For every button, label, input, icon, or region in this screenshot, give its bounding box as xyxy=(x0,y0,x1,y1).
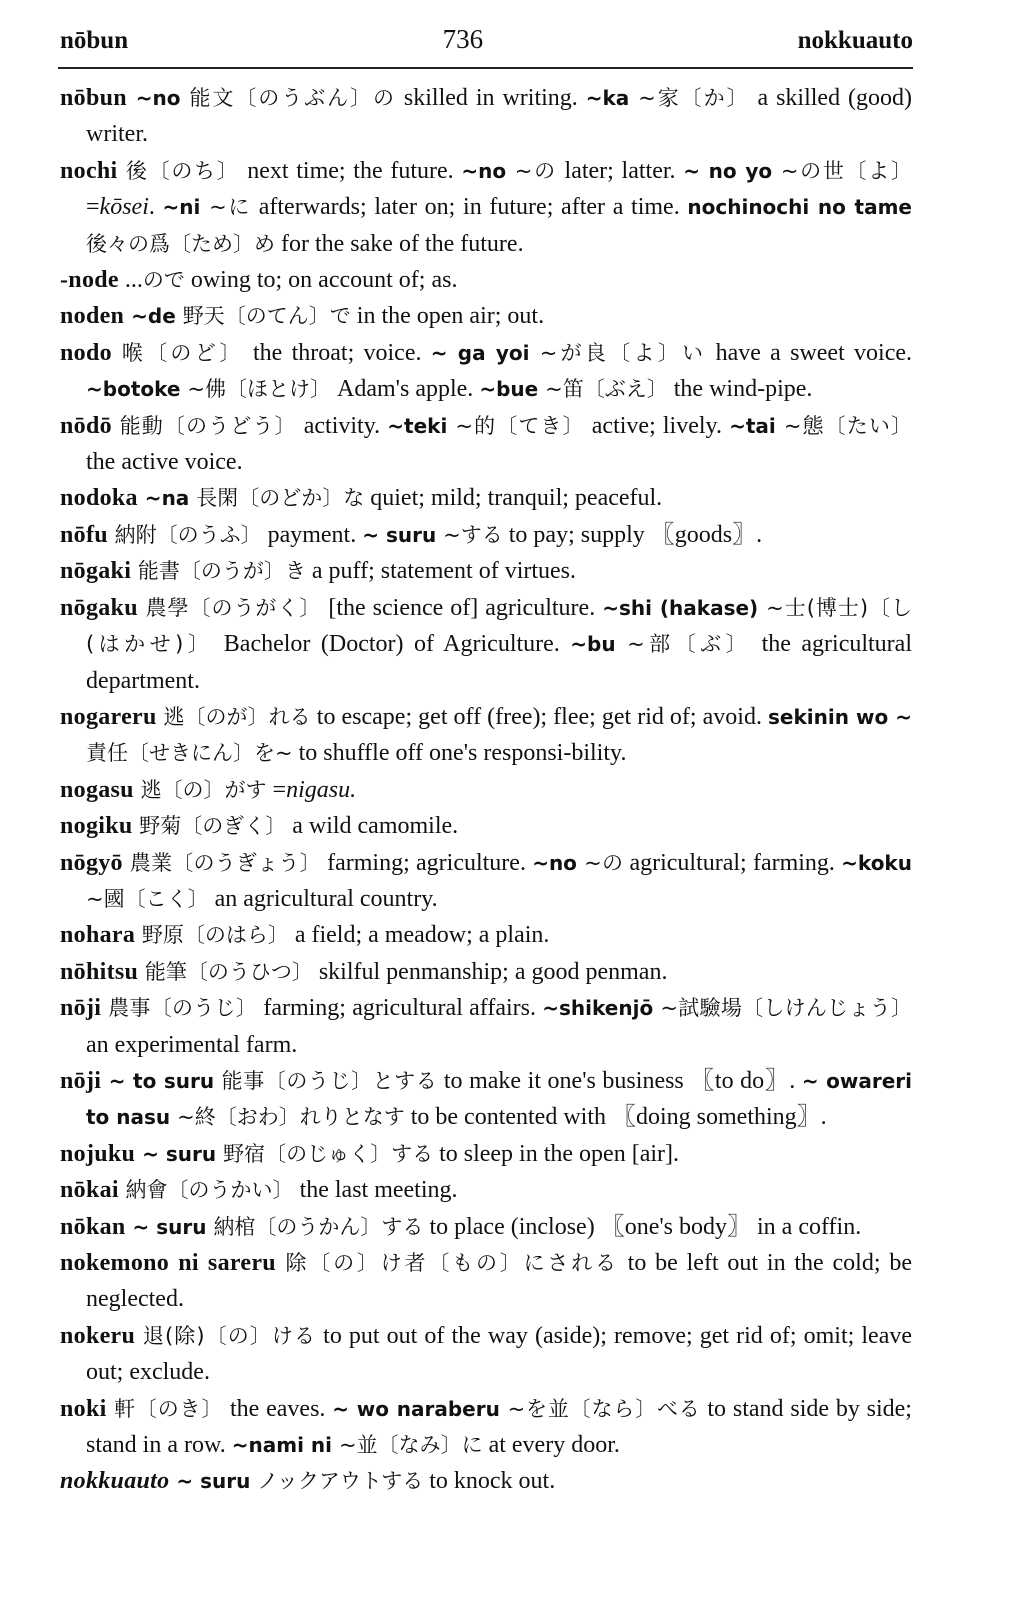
dictionary-entry xyxy=(60,808,912,844)
japanese-text: ~試驗場〔しけんじょう〕 xyxy=(660,996,912,1021)
dictionary-entry xyxy=(60,1245,912,1318)
definition-text: to pay; supply 〖goods〗. xyxy=(502,521,763,548)
dictionary-entries xyxy=(60,80,912,1500)
japanese-text: ~家〔か〕 xyxy=(638,86,750,110)
definition-text: farming; agricultural affairs. xyxy=(257,995,543,1022)
dictionary-entry xyxy=(60,699,912,772)
derivative-form: ~ to suru xyxy=(101,1068,222,1093)
dictionary-entry xyxy=(60,845,912,918)
definition-text: a wild camomile. xyxy=(286,813,459,840)
definition-text: active; lively. xyxy=(584,412,730,439)
dictionary-entry xyxy=(60,1063,912,1136)
japanese-text: 逃〔のが〕れる xyxy=(156,704,311,729)
derivative-form: ~ni xyxy=(162,195,210,220)
headword: nōji xyxy=(60,995,102,1022)
japanese-text: ~する xyxy=(443,522,503,547)
dictionary-entry xyxy=(60,553,912,589)
definition-text: to make it one's business 〖to do〗. xyxy=(437,1067,802,1094)
definition-text: to escape; get off (free); flee; get rid of; avoid. xyxy=(310,703,769,730)
derivative-form: ~teki xyxy=(387,413,456,438)
definition-text: to stand side by side; stand in a row. xyxy=(86,1395,912,1459)
derivative-form: ~no xyxy=(126,86,190,110)
japanese-text: ~佛〔ほとけ〕 xyxy=(187,377,332,402)
dictionary-entry xyxy=(60,772,912,808)
headword: nokemono ni sareru xyxy=(60,1250,276,1276)
derivative-form: ~ suru xyxy=(362,522,444,547)
headword: nokkuauto xyxy=(60,1468,170,1495)
japanese-text: ~を並〔なら〕べる xyxy=(507,1396,701,1421)
japanese-text: ~並〔なみ〕に xyxy=(338,1433,483,1458)
headword: nogasu xyxy=(60,776,134,803)
headword: nōdō xyxy=(60,412,112,439)
dictionary-entry xyxy=(60,298,912,334)
definition-text: skilful penmanship; a good penman. xyxy=(312,958,668,985)
cross-reference: nigasu. xyxy=(286,776,357,803)
japanese-text: 野天〔のてん〕で xyxy=(182,304,351,329)
definition-text: quiet; mild; tranquil; peaceful. xyxy=(364,485,663,512)
headword: nodo xyxy=(60,339,112,366)
derivative-form: ~ka xyxy=(585,86,639,110)
definition-text: to sleep in the open [air]. xyxy=(433,1140,679,1167)
derivative-form: ~shikenjō xyxy=(542,996,661,1021)
definition-text: payment. xyxy=(261,521,363,548)
dictionary-entry xyxy=(60,1318,912,1391)
header-right-guide-word: nokkuauto xyxy=(797,27,913,54)
japanese-text: 農業〔のうぎょう〕 xyxy=(122,850,321,875)
japanese-text: ノックアウトする xyxy=(257,1469,424,1494)
definition-text: [the science of] agriculture. xyxy=(321,594,603,621)
derivative-form: sekinin wo ~ xyxy=(768,704,912,729)
japanese-text: 退(除)〔の〕ける xyxy=(135,1323,317,1348)
headword: nōhitsu xyxy=(60,958,139,985)
japanese-text: ~が良〔よ〕い xyxy=(539,340,707,365)
japanese-text: ~の xyxy=(514,158,557,183)
cross-reference: kōsei xyxy=(99,194,149,221)
definition-text: have a sweet voice. xyxy=(706,339,912,366)
headword: nogiku xyxy=(60,813,133,840)
headword: nōgaki xyxy=(60,558,132,585)
definition-text: to knock out. xyxy=(423,1468,556,1495)
definition-text: to shuffle off one's responsi-bility. xyxy=(292,740,627,767)
definition-text: the active voice. xyxy=(86,449,243,476)
dictionary-entry xyxy=(60,990,912,1063)
definition-text: skilled in writing. xyxy=(395,85,586,111)
japanese-text: 喉〔のど〕 xyxy=(111,340,244,365)
definition-text: to put out of the way (aside); remove; get rid of; omit; leave out; exclude. xyxy=(86,1322,912,1386)
derivative-form: ~bu xyxy=(570,632,628,657)
derivative-form: ~shi (hakase) xyxy=(602,595,767,620)
definition-text: to be contented with 〖doing something〗. xyxy=(404,1104,827,1131)
dictionary-entry xyxy=(60,1463,912,1499)
japanese-text: 納會〔のうかい〕 xyxy=(118,1178,294,1203)
japanese-text: 軒〔のき〕 xyxy=(106,1396,224,1421)
definition-text: farming; agriculture. xyxy=(320,849,533,876)
definition-text: the throat; voice. xyxy=(243,339,431,366)
derivative-form: ~ ga yoi xyxy=(430,340,540,365)
japanese-text: 能事〔のうじ〕とする xyxy=(221,1068,438,1093)
headword: nōji xyxy=(60,1067,102,1094)
definition-text: Bachelor (Doctor) of Agriculture. xyxy=(213,631,571,658)
headword: nōfu xyxy=(60,521,108,548)
headword: nogareru xyxy=(60,703,157,730)
japanese-text: ~國〔こく〕 xyxy=(86,886,209,911)
dictionary-entry xyxy=(60,1209,912,1245)
japanese-text: ~の世〔よ〕 xyxy=(780,158,912,183)
headword: nōkan xyxy=(60,1213,126,1240)
japanese-text: 能文〔のうぶん〕の xyxy=(189,86,396,110)
headword: nohara xyxy=(60,922,136,949)
definition-text: activity. xyxy=(296,412,388,439)
dictionary-entry xyxy=(60,262,912,298)
derivative-form: ~ wo naraberu xyxy=(332,1396,508,1421)
derivative-form: ~bue xyxy=(479,377,546,402)
japanese-text: 逃〔の〕がす xyxy=(133,777,267,802)
japanese-text: ~終〔おわ〕れりとなす xyxy=(177,1105,405,1130)
definition-text: the last meeting. xyxy=(293,1177,458,1204)
dictionary-entry xyxy=(60,917,912,953)
definition-text: next time; the future. xyxy=(239,157,462,184)
definition-text: afterwards; later on; in future; after a time. xyxy=(251,194,688,221)
headword: nōbun xyxy=(60,85,127,111)
japanese-text: ~笛〔ぶえ〕 xyxy=(545,377,668,402)
japanese-text: 後〔のち〕 xyxy=(117,158,240,183)
japanese-text: ~的〔てき〕 xyxy=(455,413,585,438)
definition-text: . xyxy=(148,194,163,221)
dictionary-entry xyxy=(60,954,912,990)
japanese-text: ~に xyxy=(209,195,252,220)
japanese-text: 後々の爲〔ため〕め xyxy=(86,231,275,256)
japanese-text: 農學〔のうがく〕 xyxy=(137,595,322,620)
definition-text: the wind-pipe. xyxy=(667,376,813,403)
dictionary-entry xyxy=(60,1172,912,1208)
derivative-form: ~ no yo xyxy=(683,158,781,183)
japanese-text: 納附〔のうふ〕 xyxy=(107,522,262,547)
headword: -node xyxy=(60,267,119,294)
dictionary-entry xyxy=(60,408,912,481)
headword: nodoka xyxy=(60,485,138,512)
definition-text: = xyxy=(86,194,100,221)
derivative-form: ~ owareri to nasu xyxy=(86,1068,912,1130)
definition-text: the eaves. xyxy=(223,1395,333,1422)
headword: nōgaku xyxy=(60,594,138,621)
japanese-text: ~の xyxy=(584,850,624,875)
page-header xyxy=(60,24,913,64)
headword: nochi xyxy=(60,157,118,184)
derivative-form: ~ suru xyxy=(169,1469,258,1494)
dictionary-entry xyxy=(60,1136,912,1172)
headword: nōkai xyxy=(60,1177,119,1204)
definition-text: the agricultural department. xyxy=(86,631,912,694)
derivative-form: ~ suru xyxy=(125,1214,214,1239)
derivative-form: ~no xyxy=(461,158,515,183)
headword: nōgyō xyxy=(60,849,123,876)
derivative-form: ~no xyxy=(532,850,585,875)
definition-text: an agricultural country. xyxy=(208,885,438,912)
derivative-form: ~tai xyxy=(729,413,784,438)
japanese-text: ~態〔たい〕 xyxy=(783,413,912,438)
definition-text: an experimental farm. xyxy=(86,1031,298,1058)
header-rule xyxy=(58,67,913,69)
derivative-form: ~de xyxy=(124,304,183,329)
japanese-text: ので xyxy=(142,268,185,293)
japanese-text: 農事〔のうじ〕 xyxy=(101,996,258,1021)
dictionary-entry xyxy=(60,480,912,516)
japanese-text: 納棺〔のうかん〕する xyxy=(213,1214,424,1239)
definition-text: for the sake of the future. xyxy=(275,230,524,257)
definition-text: later; latter. xyxy=(556,157,684,184)
definition-text: agricultural; farming. xyxy=(623,849,842,876)
dictionary-entry xyxy=(60,80,912,153)
derivative-form: nochinochi no tame xyxy=(687,195,912,220)
headword: nojuku xyxy=(60,1140,136,1167)
definition-text: Adam's apple. xyxy=(331,376,480,403)
japanese-text: 野宿〔のじゅく〕する xyxy=(223,1141,434,1166)
definition-text: at every door. xyxy=(482,1432,620,1459)
japanese-text: 野菊〔のぎく〕 xyxy=(132,814,287,839)
japanese-text: 除〔の〕け者〔もの〕にされる xyxy=(275,1251,619,1275)
derivative-form: ~nami ni xyxy=(231,1433,339,1458)
derivative-form: ~na xyxy=(137,486,197,511)
dictionary-entry xyxy=(60,517,912,553)
page-number: 736 xyxy=(442,24,484,54)
definition-text: a puff; statement of virtues. xyxy=(305,558,577,585)
headword: noki xyxy=(60,1395,107,1422)
dictionary-entry xyxy=(60,590,912,699)
japanese-text: 能動〔のうどう〕 xyxy=(111,413,297,438)
definition-text: owing to; on account of; as. xyxy=(184,267,458,294)
headword: nokeru xyxy=(60,1322,136,1349)
japanese-text: 能筆〔のうひつ〕 xyxy=(138,959,313,984)
japanese-text: 野原〔のはら〕 xyxy=(135,923,289,948)
header-left-guide-word: nōbun xyxy=(60,27,129,54)
definition-text: = xyxy=(266,776,287,803)
dictionary-entry xyxy=(60,1391,912,1464)
dictionary-entry xyxy=(60,335,912,408)
dictionary-entry xyxy=(60,153,912,262)
derivative-form: ~botoke xyxy=(86,377,188,402)
definition-text: to place (inclose) 〖one's body〗 in a coffin. xyxy=(423,1213,862,1240)
definition-text: to be left out in the cold; be neglected. xyxy=(86,1250,912,1313)
definition-text: in the open air; out. xyxy=(350,303,545,330)
japanese-text: ~士(博士)〔し(はかせ)〕 xyxy=(86,595,913,657)
headword: noden xyxy=(60,303,125,330)
derivative-form: ~ suru xyxy=(135,1141,224,1166)
japanese-text: 長閑〔のどか〕な xyxy=(196,486,365,511)
japanese-text: 能書〔のうが〕き xyxy=(131,559,306,584)
japanese-text: 責任〔せきにん〕を~ xyxy=(86,741,293,766)
definition-text: ... xyxy=(118,267,143,294)
definition-text: a field; a meadow; a plain. xyxy=(288,922,550,949)
japanese-text: ~部〔ぶ〕 xyxy=(627,632,752,657)
definition-text: a skilled (good) writer. xyxy=(86,85,912,148)
derivative-form: ~koku xyxy=(841,850,912,875)
